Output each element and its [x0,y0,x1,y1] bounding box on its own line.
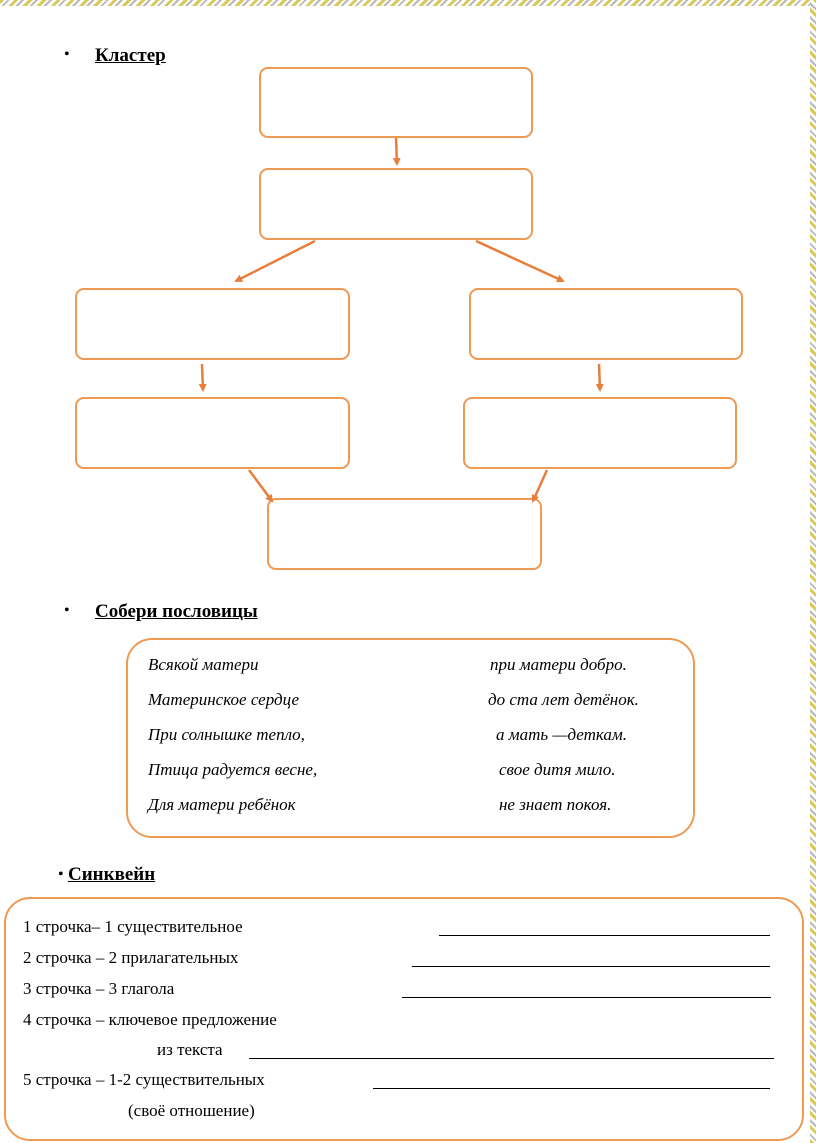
cinquain-line-1-label: 1 строчка– 1 существительное [23,917,243,936]
cinquain-line-4-sublabel: из текста [157,1040,223,1059]
cinquain-line-4-label: 4 строчка – ключевое предложение [23,1010,277,1029]
proverb-start-1[interactable]: Всякой матери [148,655,259,674]
proverb-start-3[interactable]: При солнышке тепло, [148,725,305,744]
cinquain-line-5-sublabel: (своё отношение) [128,1101,255,1120]
arrow-2 [236,241,315,281]
arrow-7 [533,470,547,501]
proverbs-heading: Собери пословицы [95,601,258,622]
proverb-end-1[interactable]: при матери добро. [490,655,627,674]
arrow-6 [249,470,272,501]
cinquain-answer-line-1[interactable] [439,935,770,936]
bullet-icon: • [64,602,70,619]
cinquain-answer-line-4[interactable] [249,1058,774,1059]
proverb-end-4[interactable]: свое дитя мило. [499,760,616,779]
cinquain-heading: Синквейн [68,864,156,885]
proverb-end-2[interactable]: до ста лет детёнок. [488,690,639,709]
cinquain-answer-line-5[interactable] [373,1088,770,1089]
bullet-icon: • [64,46,70,63]
cinquain-line-3-label: 3 строчка – 3 глагола [23,979,175,998]
arrow-3 [476,241,563,281]
cinquain-answer-line-3[interactable] [402,997,771,998]
cinquain-answer-line-2[interactable] [412,966,770,967]
proverb-start-5[interactable]: Для матери ребёнок [148,795,296,814]
cinquain-line-5-label: 5 строчка – 1-2 существительных [23,1070,265,1089]
cluster-heading: Кластер [95,45,166,66]
cinquain-line-2-label: 2 строчка – 2 прилагательных [23,948,239,967]
arrow-1 [396,138,397,164]
arrow-5 [599,364,600,390]
bullet-icon: • [58,866,64,883]
arrow-4 [202,364,203,390]
proverb-end-5[interactable]: не знает покоя. [499,795,612,814]
proverb-end-3[interactable]: а мать —деткам. [496,725,628,744]
proverb-start-2[interactable]: Материнское сердце [148,690,300,709]
proverb-start-4[interactable]: Птица радуется весне, [148,760,318,779]
